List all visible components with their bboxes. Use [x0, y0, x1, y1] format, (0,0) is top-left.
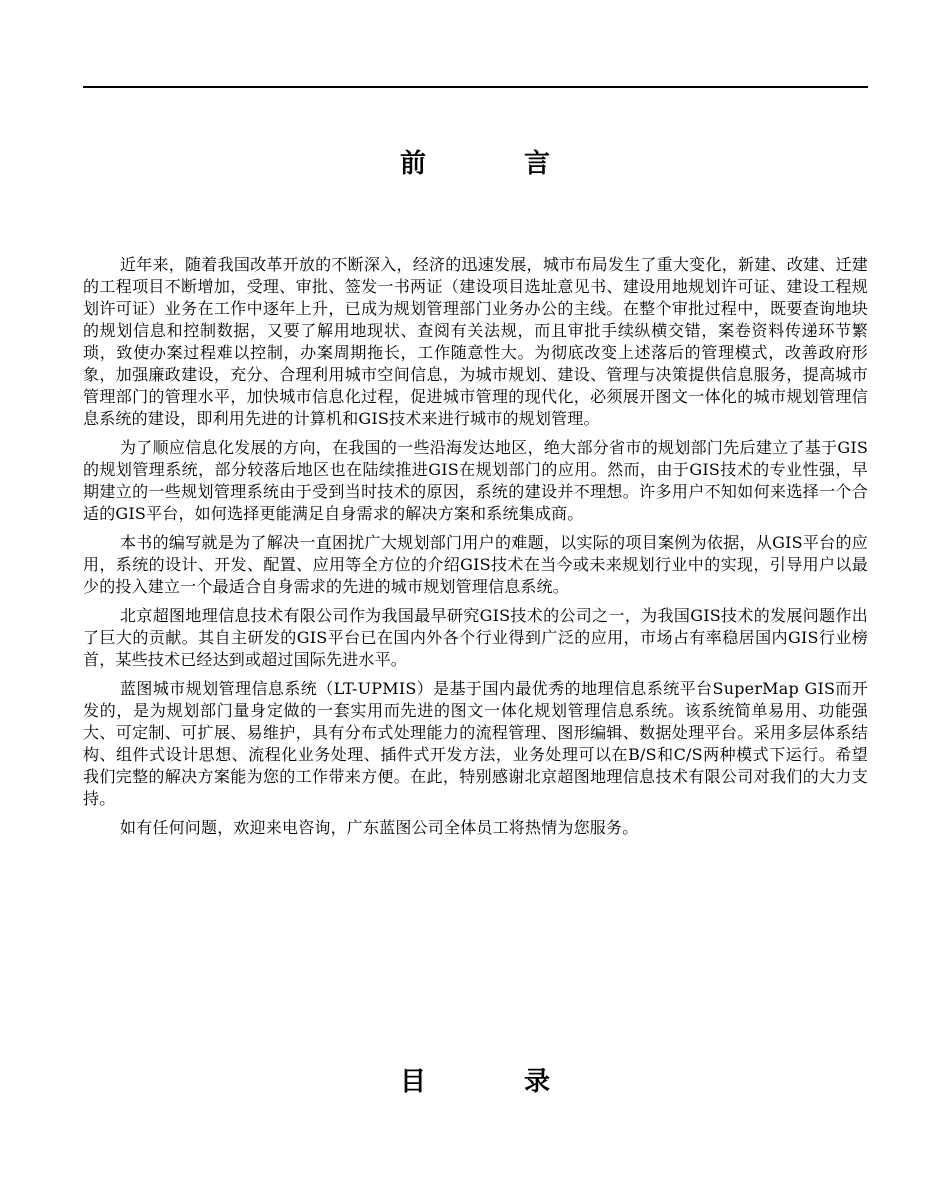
preface-paragraph-5: 蓝图城市规划管理信息系统（LT-UPMIS）是基于国内最优秀的地理信息系统平台SuperMap GIS而开发的，是为规划部门量身定做的一套实用而先进的图文一体化规划管理信息系统。该系统简单易用、功能强大、可定制、可扩展、易维护，具有分布式处理能力的流程管理、图形编辑、数据处理平台。采用多层体系结构、组件式设计思想、流程化业务处理、插件式开发方法，业务处理可以在B/S和C/S两种模式下运行。希望我们完整的解决方案能为您的工作带来方便。在此，特别感谢北京超图地理信息技术有限公司对我们的大力支持。 [83, 679, 868, 808]
preface-paragraph-2: 为了顺应信息化发展的方向，在我国的一些沿海发达地区，绝大部分省市的规划部门先后建立了基于GIS的规划管理系统，部分较落后地区也在陆续推进GIS在规划部门的应用。然而，由于GIS技术的专业性强，早期建立的一些规划管理系统由于受到当时技术的原因，系统的建设并不理想。许多用户不知如何来选择一个合适的GIS平台，如何选择更能满足自身需求的解决方案和系统集成商。 [83, 438, 868, 523]
preface-body [83, 254, 868, 846]
preface-paragraph-1: 近年来，随着我国改革开放的不断深入，经济的迅速发展，城市布局发生了重大变化，新建、改建、迁建的工程项目不断增加，受理、审批、签发一书两证（建设项目选址意见书、建设用地规划许可证、建设工程规划许可证）业务在工作中逐年上升，已成为规划管理部门业务办公的主线。在整个审批过程中，既要查询地块的规划信息和控制数据，又要了解用地现状、查阅有关法规，而且审批手续纵横交错，案卷资料传递环节繁琐，致使办案过程难以控制，办案周期拖长，工作随意性大。为彻底改变上述落后的管理模式，改善政府形象，加强廉政建设，充分、合理利用城市空间信息，为城市规划、建设、管理与决策提供信息服务，提高城市管理部门的管理水平，加快城市信息化过程，促进城市管理的现代化，必须展开图文一体化的城市规划管理信息系统的建设，即利用先进的计算机和GIS技术来进行城市的规划管理。 [83, 255, 868, 428]
header-rule [83, 86, 868, 88]
preface-title: 前 言 [399, 149, 586, 179]
preface-paragraph-6: 如有任何问题，欢迎来电咨询，广东蓝图公司全体员工将热情为您服务。 [120, 818, 639, 837]
toc-title: 目 录 [399, 1067, 586, 1097]
preface-paragraph-4: 北京超图地理信息技术有限公司作为我国最早研究GIS技术的公司之一，为我国GIS技术的发展问题作出了巨大的贡献。其自主研发的GIS平台已在国内外各个行业得到广泛的应用，市场占有率稳居国内GIS行业榜首，某些技术已经达到或超过国际先进水平。 [83, 606, 868, 669]
preface-paragraph-3: 本书的编写就是为了解决一直困扰广大规划部门用户的难题，以实际的项目案例为依据，从GIS平台的应用，系统的设计、开发、配置、应用等全方位的介绍GIS技术在当今或未来规划行业中的实现，引导用户以最少的投入建立一个最适合自身需求的先进的城市规划管理信息系统。 [83, 533, 868, 596]
